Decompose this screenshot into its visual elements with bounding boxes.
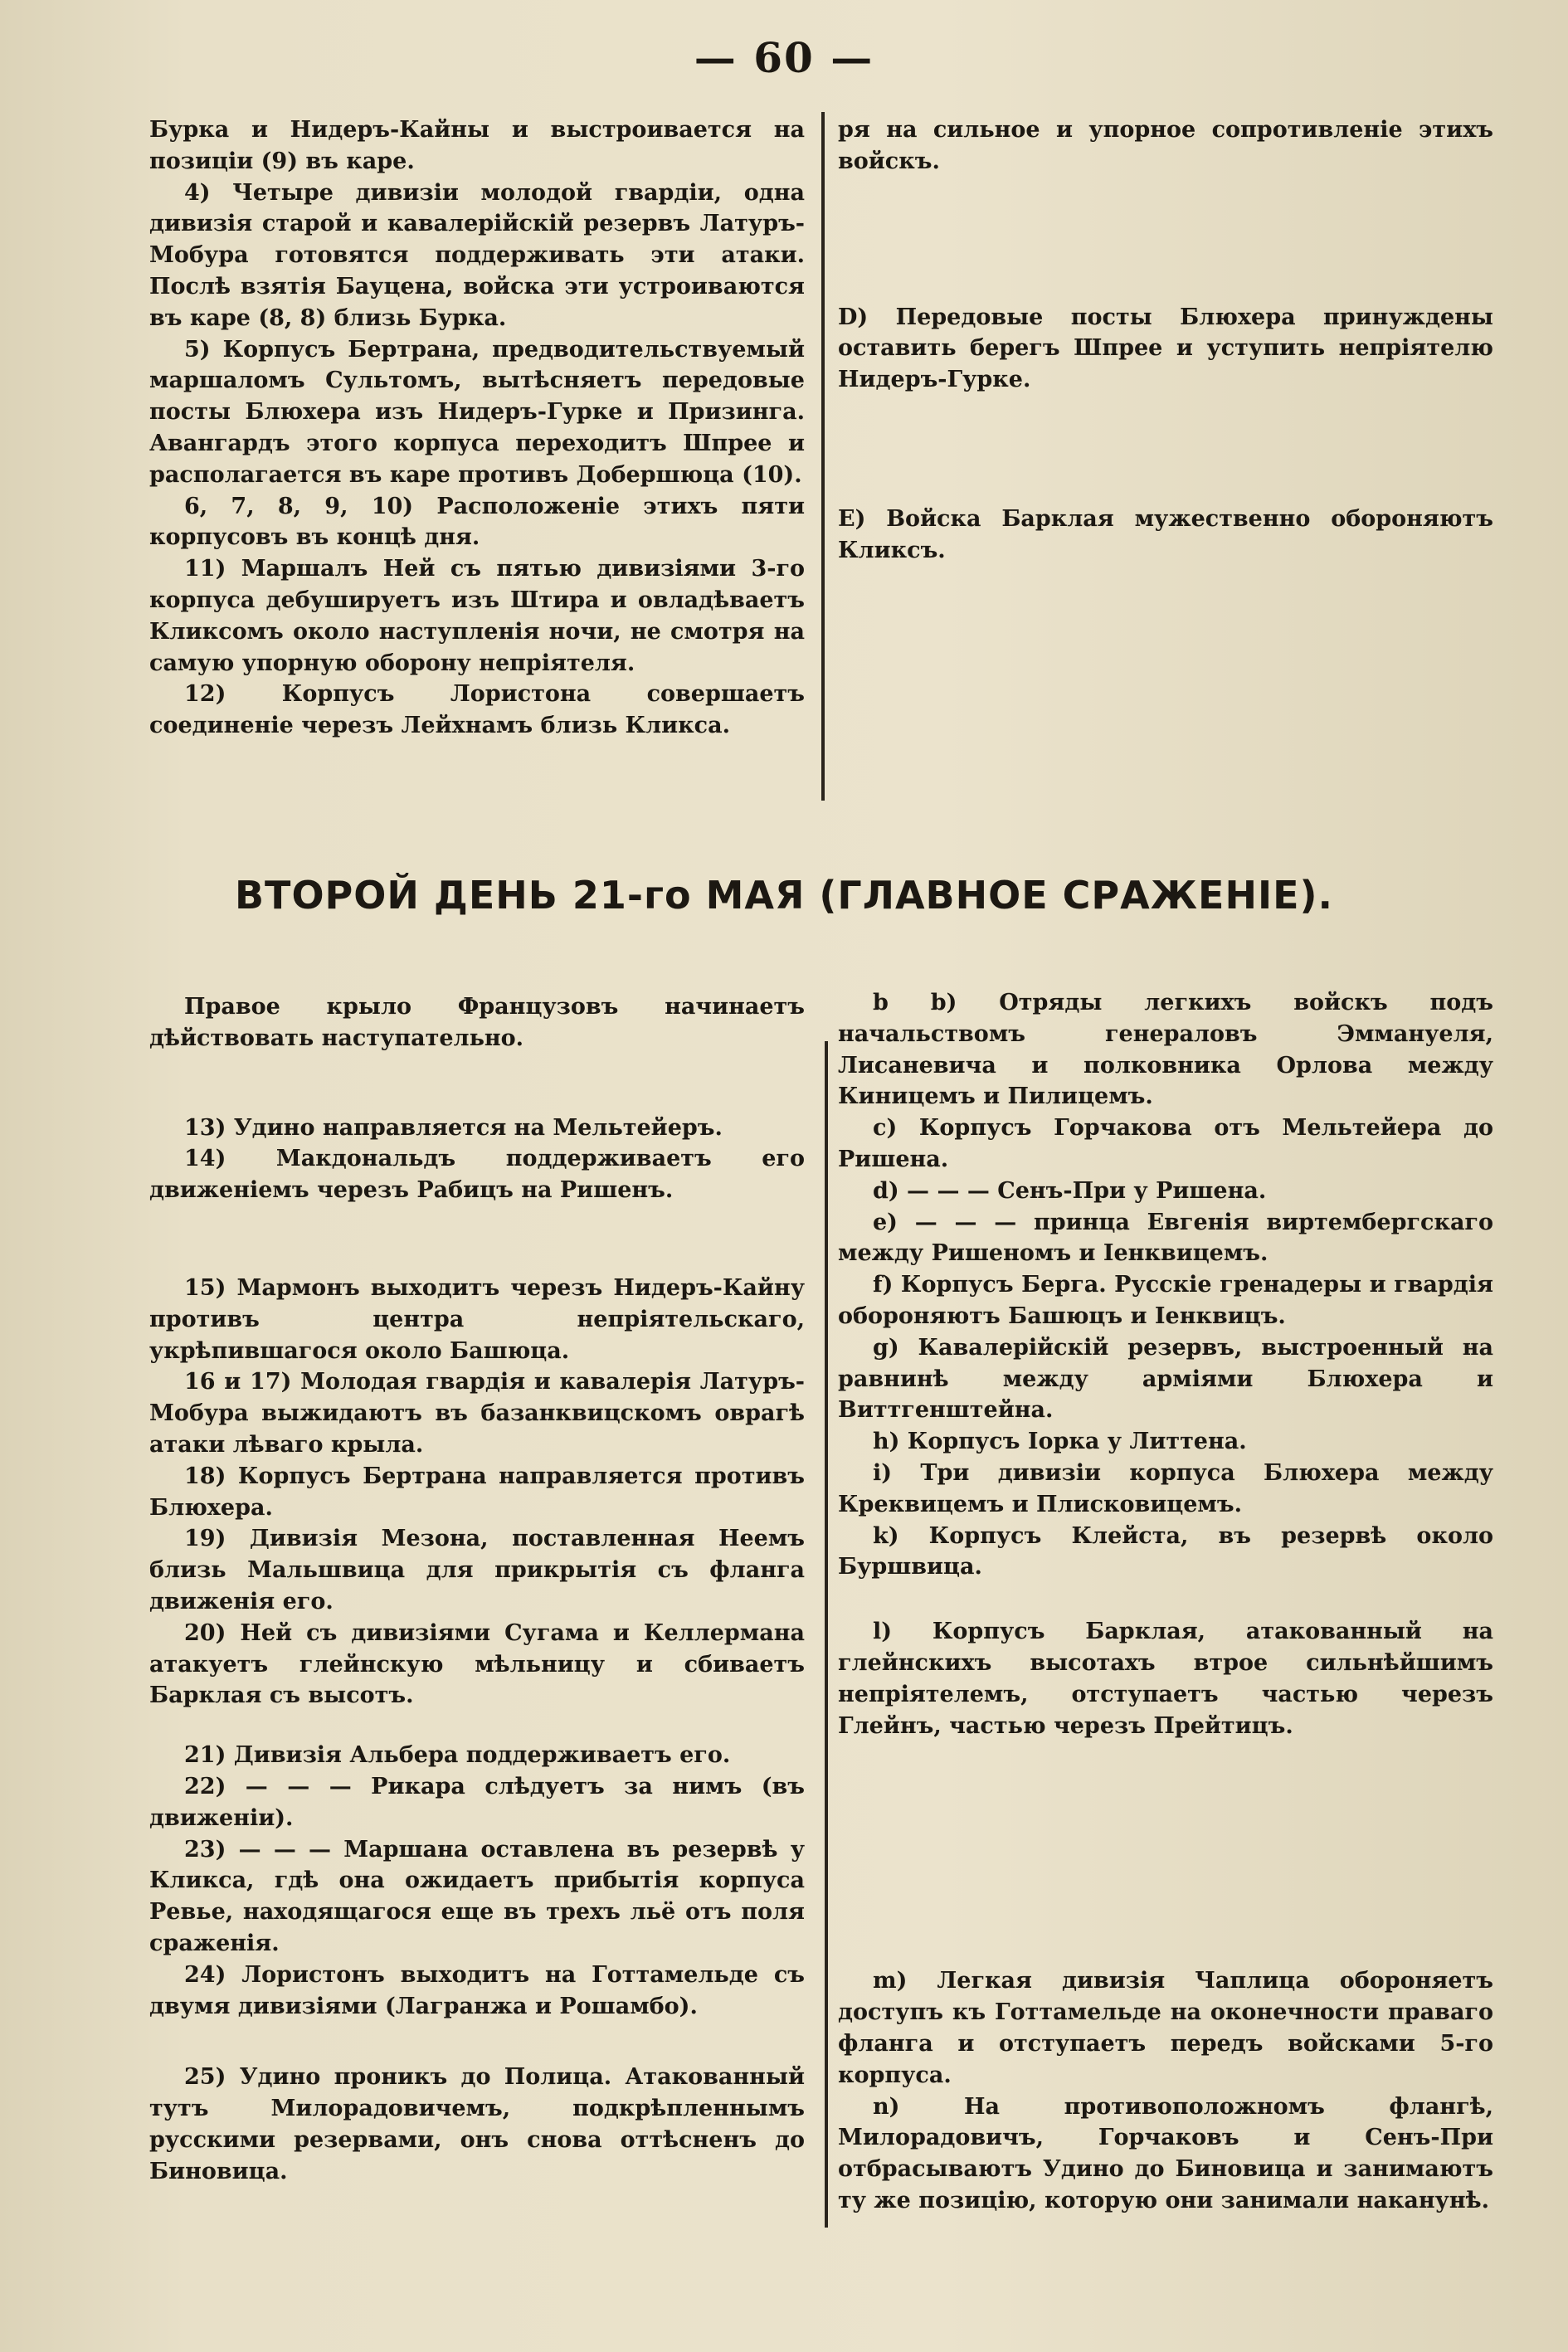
paragraph: Правое крыло Французовъ начинаетъ дѣйствовать наступательно. (149, 994, 805, 1051)
paragraph: 23) — — — Маршана оставлена въ резервѣ у Кликса, гдѣ она ожидаетъ прибытія корпуса Ревье, находящагося еще въ трехъ льё отъ поля сраженія. (149, 1836, 805, 1956)
section-title: ВТОРОЙ ДЕНЬ 21-го МАЯ (ГЛАВНОЕ СРАЖЕНІЕ). (235, 873, 1333, 918)
paragraph: 11) Маршалъ Ней съ пятью дивизіями 3-го корпуса дебушируетъ изъ Штира и овладѣваетъ Кликсомъ около наступленія ночи, не смотря на самую упорную оборону непріятеля. (149, 556, 805, 676)
paragraph: 13) Удино направляется на Мельтейеръ. (184, 1114, 723, 1141)
paragraph: c) Корпусъ Горчакова отъ Мельтейера до Ришена. (838, 1115, 1493, 1172)
bottom-left-column (149, 991, 805, 2188)
paragraph: ря на сильное и упорное сопротивленіе этихъ войскъ. (838, 117, 1493, 174)
paragraph: 4) Четыре дивизіи молодой гвардіи, одна дивизія старой и кавалерійскій резервъ Латуръ-Мобура готовятся поддерживать эти атаки. Послѣ взятія Бауцена, войска эти устроиваются въ каре (8, 8) близь Бурка. (149, 179, 805, 331)
column-divider (825, 1041, 828, 2228)
paragraph: E) Войска Барклая мужественно обороняютъ Кликсъ. (838, 505, 1493, 563)
paragraph: 15) Мармонъ выходитъ черезъ Нидеръ-Кайну противъ центра непріятельскаго, укрѣпившагося около Башюца. (149, 1274, 805, 1364)
paragraph: 20) Ней съ дивизіями Сугама и Келлермана атакуетъ глейнскую мѣльницу и сбиваетъ Барклая съ высотъ. (149, 1619, 805, 1709)
paragraph: 16 и 17) Молодая гвардія и кавалерія Латуръ-Мобура выжидаютъ въ базанквицскомъ оврагѣ атаки лѣваго крыла. (149, 1369, 805, 1458)
top-left-column (149, 114, 805, 742)
page-number: — 60 — (694, 33, 874, 82)
column-divider (821, 112, 825, 801)
paragraph: 19) Дивизія Мезона, поставленная Неемъ близь Мальшвица для прикрытія съ фланга движенія его. (149, 1526, 805, 1614)
paragraph: m) Легкая дивизія Чаплица обороняетъ доступъ къ Готтамельде на оконечности праваго фланга и отступаетъ передъ войсками 5-го корпуса. (838, 1968, 1493, 2088)
paragraph: Бурка и Нидеръ-Кайны и выстроивается на позиціи (9) въ каре. (149, 117, 805, 174)
paragraph: i) Три дивизіи корпуса Блюхера между Креквицемъ и Плисковицемъ. (838, 1459, 1493, 1517)
paragraph: 22) — — — Рикара слѣдуетъ за нимъ (въ движеніи). (149, 1773, 805, 1831)
paragraph: h) Корпусъ Іорка у Литтена. (873, 1429, 1247, 1455)
paragraph: f) Корпусъ Берга. Русскіе гренадеры и гвардія обороняютъ Башюцъ и Іенквицъ. (838, 1272, 1493, 1329)
bottom-right-column (838, 987, 1493, 2217)
paragraph: 5) Корпусъ Бертрана, предводительствуемый маршаломъ Сультомъ, вытѣсняетъ передовые посты Блюхера изъ Нидеръ-Гурке и Призинга. Авангардъ этого корпуса переходитъ Шпрее и располагается въ каре противъ Добершюца (10). (149, 336, 805, 488)
paragraph: 25) Удино проникъ до Полица. Атакованный тутъ Милорадовичемъ, подкрѣпленнымъ русскими резервами, онъ снова оттѣсненъ до Биновица. (149, 2064, 805, 2184)
paragraph: 12) Корпусъ Лористона совершаетъ соединеніе черезъ Лейхнамъ близь Кликса. (149, 681, 805, 739)
paragraph: k) Корпусъ Клейста, въ резервѣ около Буршвица. (838, 1522, 1493, 1580)
top-right-column (838, 114, 1493, 567)
paragraph: l) Корпусъ Барклая, атакованный на глейнскихъ высотахъ втрое сильнѣйшимъ непріятелемъ, отступаетъ частью черезъ Глейнъ, частью черезъ Прейтицъ. (838, 1619, 1493, 1739)
paragraph: n) На противоположномъ флангѣ, Милорадовичъ, Горчаковъ и Сенъ-При отбрасываютъ Удино до Биновица и занимаютъ ту же позицію, которую они занимали наканунѣ. (838, 2093, 1493, 2213)
paragraph: 21) Дивизія Альбера поддерживаетъ его. (184, 1742, 731, 1769)
paragraph: 18) Корпусъ Бертрана направляется противъ Блюхера. (149, 1463, 805, 1521)
paragraph: e) — — — принца Евгенія виртембергскаго между Ришеномъ и Іенквицемъ. (838, 1209, 1493, 1267)
paragraph: d) — — — Сенъ-При у Ришена. (873, 1177, 1267, 1204)
paragraph: g) Кавалерійскій резервъ, выстроенный на равнинѣ между арміями Блюхера и Виттгенштейна. (838, 1334, 1493, 1424)
paragraph: 6, 7, 8, 9, 10) Расположеніе этихъ пяти корпусовъ въ концѣ дня. (149, 493, 805, 551)
paragraph: 24) Лористонъ выходитъ на Готтамельде съ двумя дивизіями (Лагранжа и Рошамбо). (149, 1961, 805, 2019)
paragraph: 14) Макдональдъ поддерживаетъ его движеніемъ черезъ Рабицъ на Ришенъ. (149, 1146, 805, 1204)
paragraph: D) Передовые посты Блюхера принуждены оставить берегъ Шпрее и уступить непріятелю Нидеръ-Гурке. (838, 304, 1493, 393)
paragraph: b b) Отряды легкихъ войскъ подъ начальствомъ генераловъ Эммануеля, Лисаневича и полковника Орлова между Киницемъ и Пилицемъ. (838, 990, 1493, 1110)
